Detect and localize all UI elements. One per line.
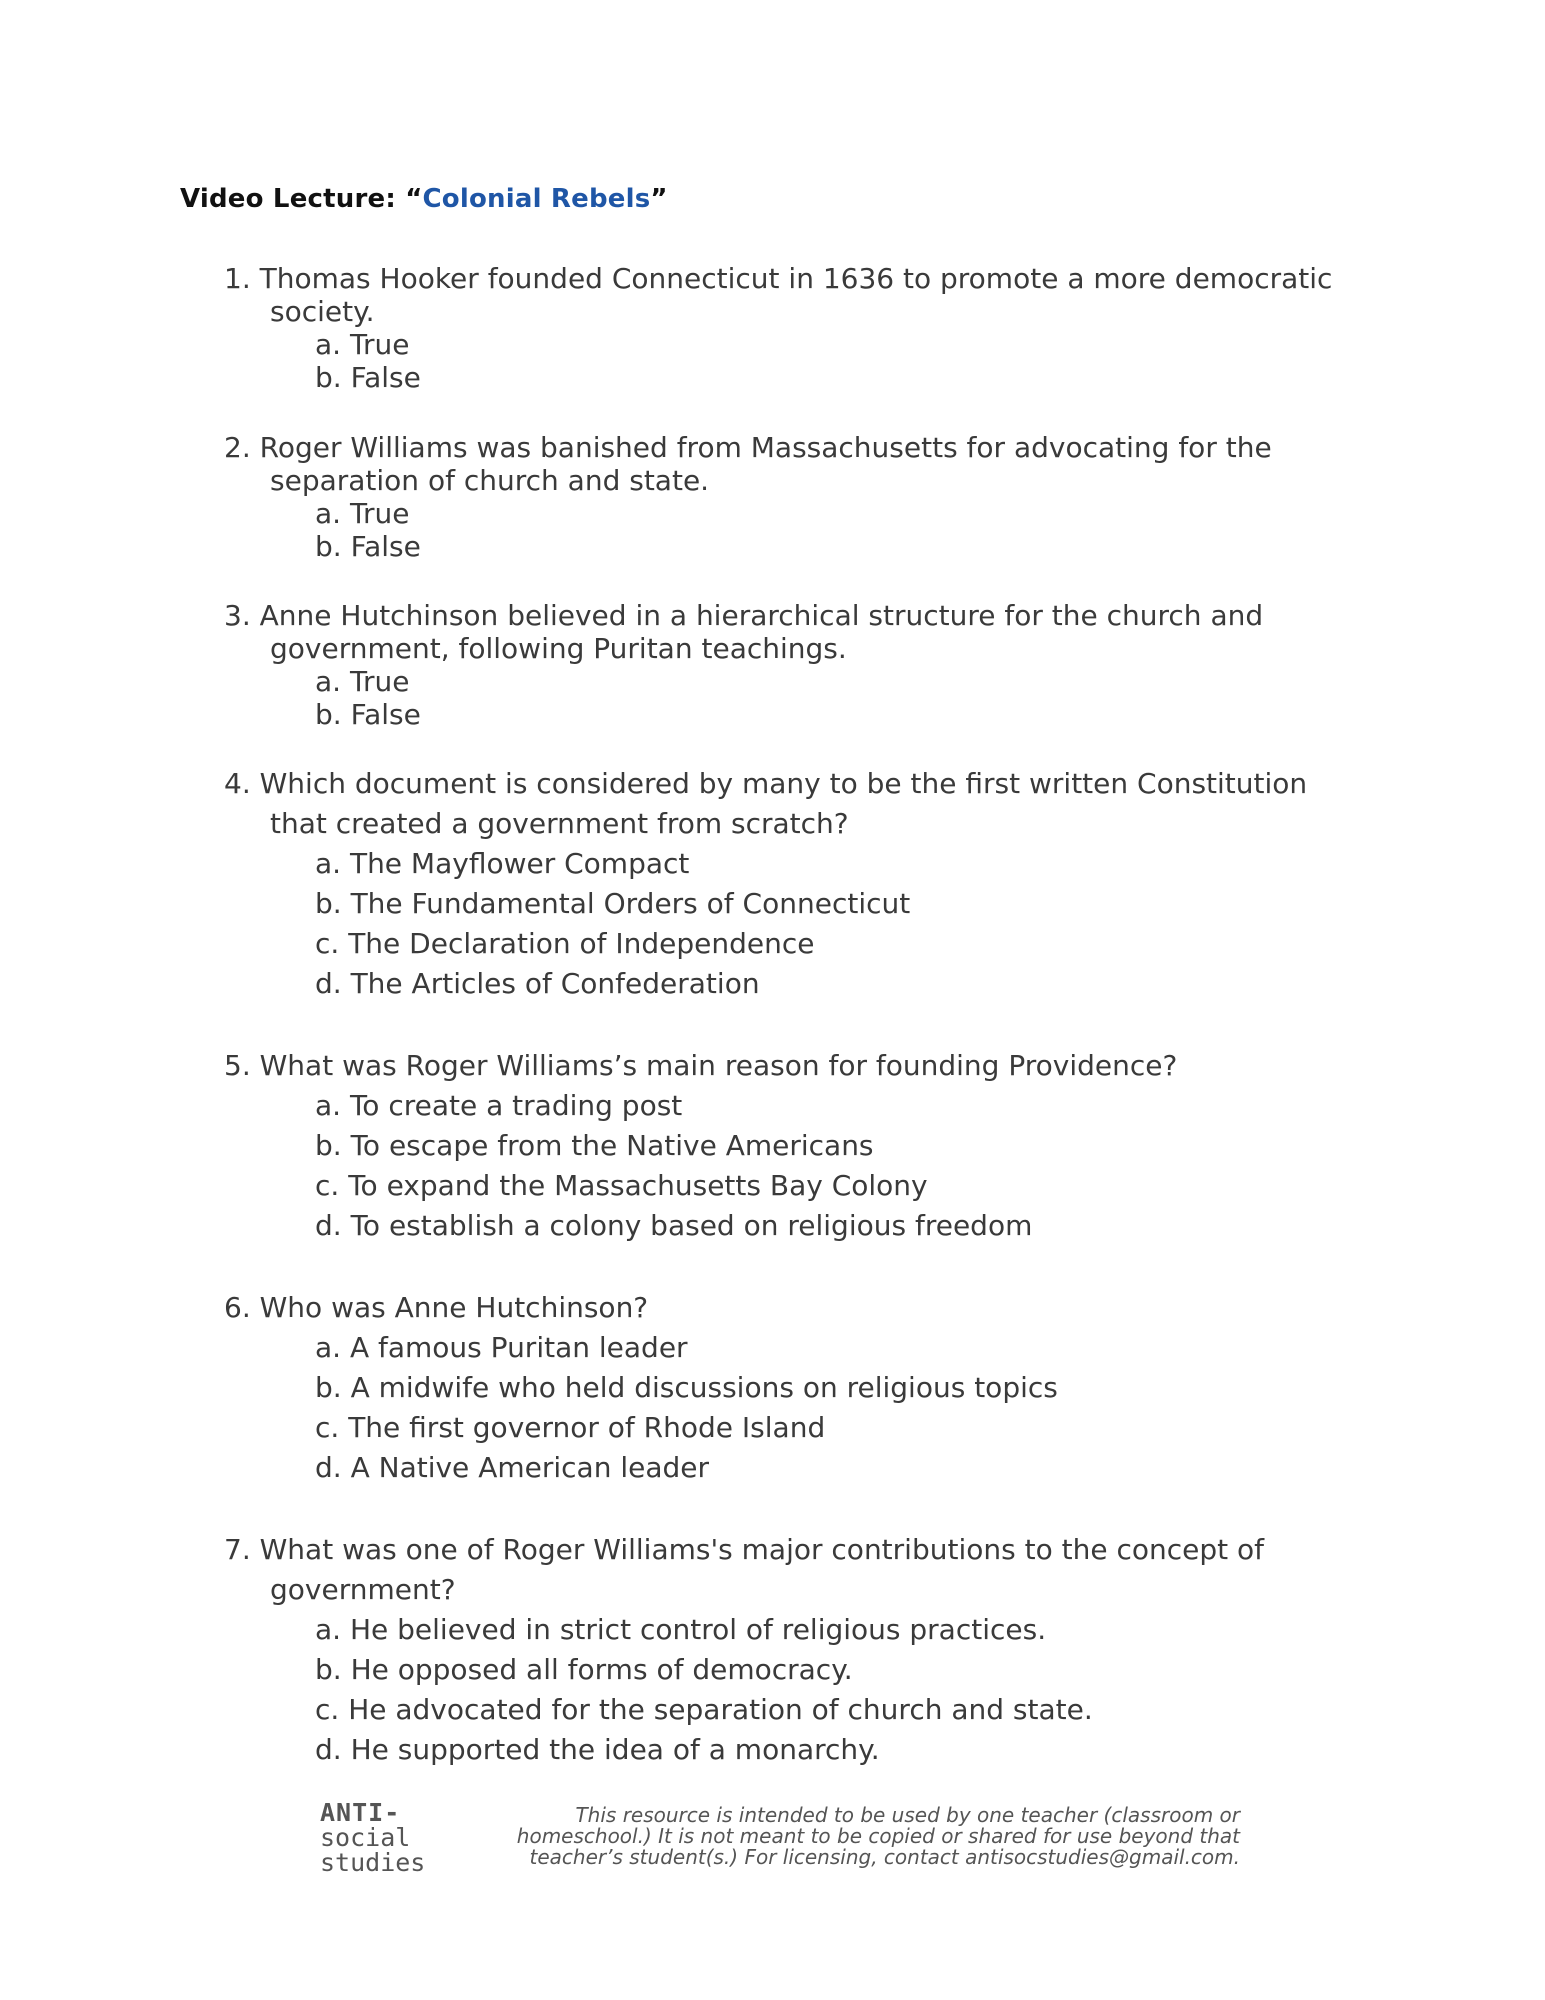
- answer-option[interactable]: d. The Articles of Confederation: [315, 967, 760, 1000]
- question-2: [224, 431, 1364, 563]
- answer-option[interactable]: b. False: [315, 361, 421, 394]
- question-stem: 3. Anne Hutchinson believed in a hierarchical structure for the church and government, following Puritan teachings.: [224, 599, 1264, 665]
- logo-line: ANTI-: [320, 1798, 401, 1827]
- question-4: [224, 764, 1364, 1004]
- question-7: [224, 1530, 1364, 1770]
- question-stem: 2. Roger Williams was banished from Massachusetts for advocating for the separation of church and state.: [224, 431, 1272, 497]
- answer-option[interactable]: a. True: [315, 665, 410, 698]
- answer-option[interactable]: d. To establish a colony based on religious freedom: [315, 1209, 1033, 1242]
- title-suffix: ”: [650, 184, 668, 214]
- answer-option[interactable]: c. To expand the Massachusetts Bay Colony: [315, 1169, 928, 1202]
- answer-option[interactable]: b. He opposed all forms of democracy.: [315, 1653, 853, 1686]
- answer-options: [315, 1610, 1364, 1770]
- answer-option[interactable]: a. True: [315, 497, 410, 530]
- answer-options: [315, 1328, 1364, 1488]
- answer-option[interactable]: d. He supported the idea of a monarchy.: [315, 1733, 880, 1766]
- answer-option[interactable]: b. A midwife who held discussions on religious topics: [315, 1371, 1058, 1404]
- video-lecture-link[interactable]: Colonial Rebels: [422, 184, 651, 214]
- answer-option[interactable]: a. He believed in strict control of religious practices.: [315, 1613, 1047, 1646]
- question-stem: 1. Thomas Hooker founded Connecticut in 1636 to promote a more democratic society.: [224, 262, 1333, 328]
- answer-option[interactable]: d. A Native American leader: [315, 1451, 710, 1484]
- question-3: [224, 599, 1364, 731]
- question-stem: 6. Who was Anne Hutchinson?: [224, 1291, 649, 1324]
- answer-options: [315, 497, 1364, 563]
- answer-option[interactable]: a. To create a trading post: [315, 1089, 683, 1122]
- answer-option[interactable]: b. False: [315, 530, 421, 563]
- answer-options: [315, 1086, 1364, 1246]
- question-stem: 4. Which document is considered by many to be the first written Constitution that created a government from scratch?: [224, 767, 1308, 840]
- question-stem: 5. What was Roger Williams’s main reason for founding Providence?: [224, 1049, 1178, 1082]
- anti-social-studies-logo: [320, 1800, 425, 1875]
- answer-option[interactable]: b. The Fundamental Orders of Connecticut: [315, 887, 911, 920]
- answer-option[interactable]: a. True: [315, 328, 410, 361]
- answer-option[interactable]: c. The first governor of Rhode Island: [315, 1411, 826, 1444]
- logo-line: social: [320, 1823, 411, 1852]
- answer-options: [315, 328, 1364, 394]
- question-stem: 7. What was one of Roger Williams's major contributions to the concept of government?: [224, 1533, 1264, 1606]
- answer-option[interactable]: c. The Declaration of Independence: [315, 927, 815, 960]
- question-1: [224, 262, 1364, 394]
- question-5: [224, 1046, 1364, 1246]
- page-title: [180, 184, 668, 214]
- answer-options: [315, 665, 1364, 731]
- answer-options: [315, 844, 1364, 1004]
- logo-line: studies: [320, 1848, 426, 1877]
- answer-option[interactable]: b. To escape from the Native Americans: [315, 1129, 874, 1162]
- answer-option[interactable]: a. The Mayflower Compact: [315, 847, 690, 880]
- title-prefix: Video Lecture: “: [180, 184, 423, 214]
- answer-option[interactable]: b. False: [315, 698, 421, 731]
- question-6: [224, 1288, 1364, 1488]
- license-notice: This resource is intended to be used by one teacher (classroom or homeschool.) It is not meant to be copied or shared for use beyond that teacher’s student(s.) For licensing, contact antisocstudies@gmail.com.: [516, 1803, 1240, 1869]
- answer-option[interactable]: c. He advocated for the separation of church and state.: [315, 1693, 1093, 1726]
- answer-option[interactable]: a. A famous Puritan leader: [315, 1331, 688, 1364]
